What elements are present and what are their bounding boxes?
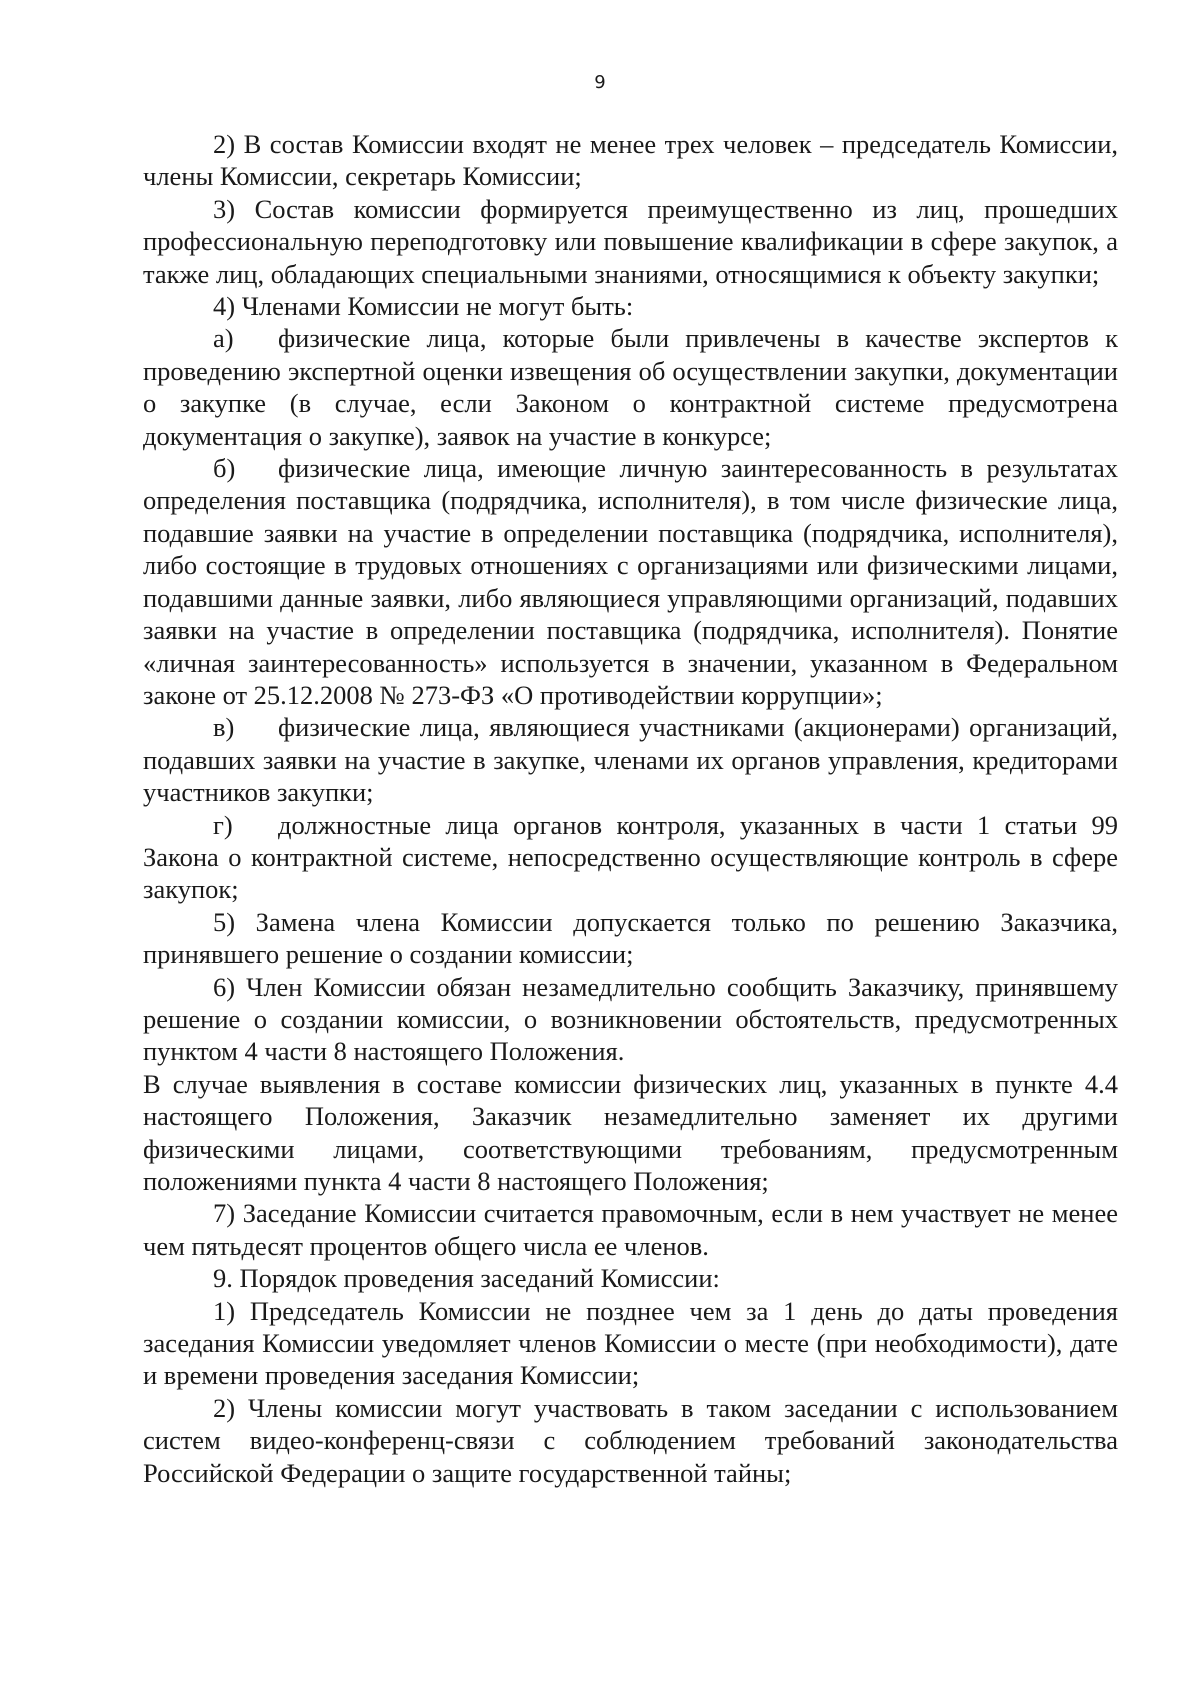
list-item-text: должностные лица органов контроля, указанных в части 1 статьи 99 Закона о контрактной системе, непосредственно осуществляющие контроль в сфере закупок; <box>143 809 1118 905</box>
list-marker: г) <box>213 809 233 840</box>
list-item-text: физические лица, которые были привлечены в качестве экспертов к проведению экспертной оценки извещения об осуществлении закупки, документации о закупке (в случае, если Законом о контрактной системе предусмотрена документация о закупке), заявок на участие в конкурсе; <box>143 323 1118 451</box>
list-item-b <box>143 452 1118 711</box>
paragraph-excluded-members-heading: 4) Членами Комиссии не могут быть: <box>213 291 634 322</box>
list-item-g <box>143 809 1118 906</box>
page-number: 9 <box>594 72 606 93</box>
paragraph-commission-composition: 2) В состав Комиссии входят не менее трех человек – председатель Комиссии, члены Комиссии, секретарь Комиссии; <box>143 129 1118 192</box>
list-marker: а) <box>213 323 234 354</box>
paragraph-member-replacement: 5) Замена члена Комиссии допускается только по решению Заказчика, принявшего решение о создании комиссии; <box>143 906 1118 970</box>
paragraph-meeting-notification: 1) Председатель Комиссии не позднее чем за 1 день до даты проведения заседания Комиссии уведомляет членов Комиссии о месте (при необходимости), дате и времени проведения заседания Комиссии; <box>143 1295 1118 1391</box>
paragraph-commission-formation: 3) Состав комиссии формируется преимущественно из лиц, прошедших профессиональную переподготовку или повышение квалификации в сфере закупок, а также лиц, обладающих специальными знаниями, относящимися к объекту закупки; <box>143 193 1118 289</box>
list-item-a <box>143 322 1118 452</box>
paragraph-member-obligation: 6) Член Комиссии обязан незамедлительно сообщить Заказчику, принявшему решение о создании комиссии, о возникновении обстоятельств, предусмотренных пунктом 4 части 8 настоящего Положения. <box>143 971 1118 1067</box>
list-marker: б) <box>213 453 236 484</box>
list-marker: в) <box>213 712 235 743</box>
list-item-v <box>143 711 1118 808</box>
paragraph-quorum: 7) Заседание Комиссии считается правомочным, если в нем участвует не менее чем пятьдесят процентов общего числа ее членов. <box>143 1198 1118 1261</box>
section-heading-meeting-procedure: 9. Порядок проведения заседаний Комиссии: <box>213 1263 720 1294</box>
list-item-text: физические лица, являющиеся участниками (акционерами) организаций, подавших заявки на участие в закупке, членами их органов управления, кредиторами участников закупки; <box>143 712 1118 808</box>
paragraph-replacement-procedure: В случае выявления в составе комиссии физических лиц, указанных в пункте 4.4 настоящего Положения, Заказчик незамедлительно заменяет их другими физическими лицами, соответствующими требованиям, предусмотренным положениями пункта 4 части 8 настоящего Положения; <box>143 1068 1118 1196</box>
paragraph-video-conference: 2) Члены комиссии могут участвовать в таком заседании с использованием систем видео-конференц-связи с соблюдением требований законодательства Российской Федерации о защите государственной тайны; <box>143 1392 1118 1488</box>
list-item-text: физические лица, имеющие личную заинтересованность в результатах определения поставщика (подрядчика, исполнителя), в том числе физические лица, подавшие заявки на участие в определении поставщика (подрядчика, исполнителя), либо состоящие в трудовых отношениях с организациями или физическими лицами, подавшими данные заявки, либо являющиеся управляющими организаций, подавших заявки на участие в определении поставщика (подрядчика, исполнителя). Понятие «личная заинтересованность» используется в значении, указанном в Федеральном законе от 25.12.2008 № 273-ФЗ «О противодействии коррупции»; <box>143 453 1118 710</box>
document-body <box>143 128 1118 1489</box>
